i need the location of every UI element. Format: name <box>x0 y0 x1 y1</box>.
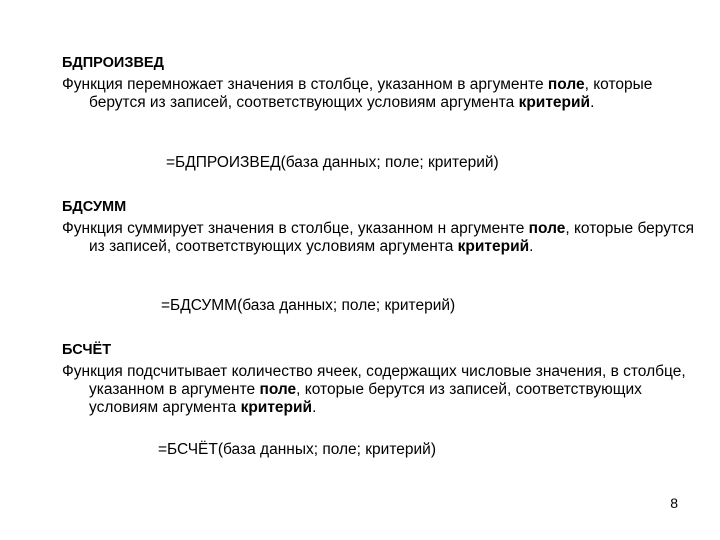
section-heading: БДПРОИЗВЕД <box>62 55 164 71</box>
description-text: Функция подсчитывает количество ячеек, содержащих числовые значения, в столбце, указанном в аргументе <box>62 363 686 398</box>
section-bschet <box>62 341 702 417</box>
description-text: Функция перемножает значения в столбце, указанном в аргументе <box>62 76 548 93</box>
argument-field-term: поле <box>528 220 566 237</box>
formula-syntax: =БДПРОИЗВЕД(база данных; поле; критерий) <box>166 154 499 171</box>
description-text: Функция суммирует значения в столбце, указанном н аргументе <box>62 220 529 237</box>
section-bdsumm <box>62 198 702 256</box>
description-text: . <box>529 238 534 255</box>
description-text: , которые берутся из записей, соответствующих условиям аргумента <box>89 220 695 255</box>
argument-criteria-term: критерий <box>518 94 591 111</box>
description-text: . <box>590 94 595 111</box>
section-heading: БДСУММ <box>62 199 127 215</box>
section-heading: БСЧЁТ <box>62 342 112 358</box>
description-text: , которые берутся из записей, соответствующих условиям аргумента <box>89 76 653 111</box>
argument-field-term: поле <box>547 76 585 93</box>
description-text: . <box>312 399 317 416</box>
formula-syntax: =БСЧЁТ(база данных; поле; критерий) <box>158 441 436 458</box>
argument-criteria-term: критерий <box>240 399 313 416</box>
section-description <box>62 363 702 417</box>
section-description <box>62 220 702 256</box>
description-text: , которые берутся из записей, соответствующих условиям аргумента <box>89 381 642 416</box>
argument-criteria-term: критерий <box>457 238 530 255</box>
formula-syntax: =БДСУММ(база данных; поле; критерий) <box>161 297 456 314</box>
page-number: 8 <box>670 495 678 511</box>
argument-field-term: поле <box>259 381 297 398</box>
section-bdproizved <box>62 54 702 112</box>
section-description <box>62 76 702 112</box>
